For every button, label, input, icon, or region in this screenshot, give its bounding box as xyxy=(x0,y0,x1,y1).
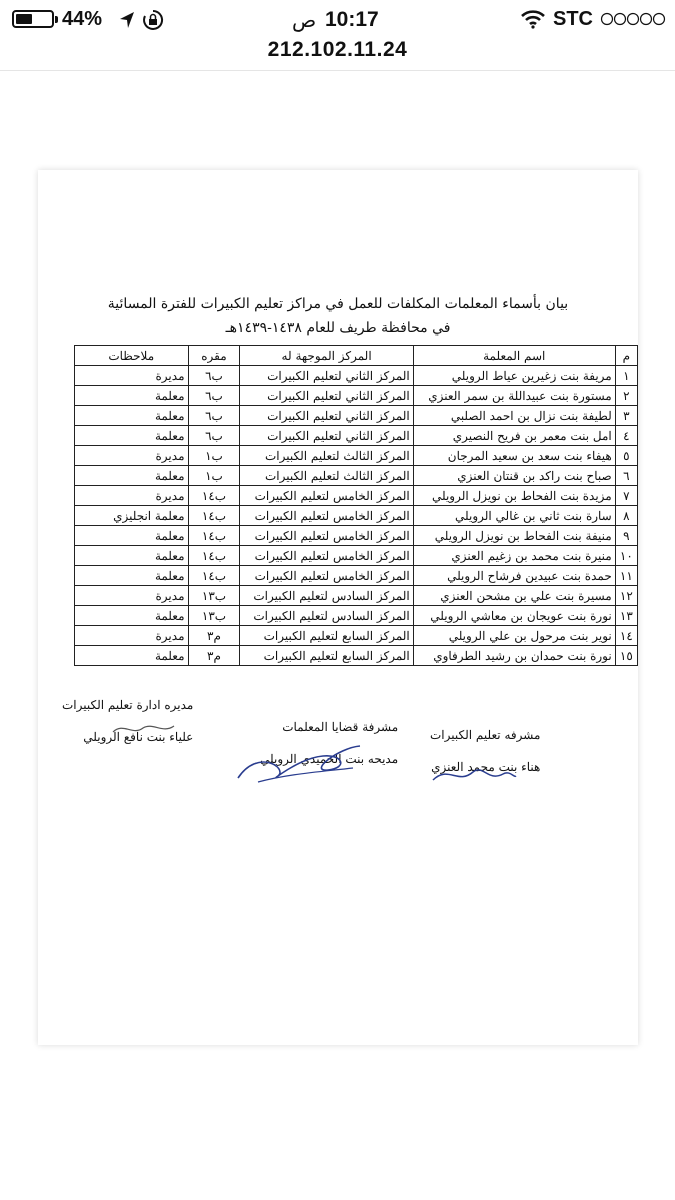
row-num: ١٤ xyxy=(615,626,637,646)
row-num: ٩ xyxy=(615,526,637,546)
row-name: حمدة بنت عبيدين فرشاح الرويلي xyxy=(413,566,615,586)
row-notes: معلمة xyxy=(75,406,189,426)
row-name: امل بنت معمر بن فريح النصيري xyxy=(413,426,615,446)
table-row xyxy=(75,386,638,406)
row-center: المركز الثاني لتعليم الكبيرات xyxy=(240,366,413,386)
row-name: مريفة بنت زغيرين عياط الرويلي xyxy=(413,366,615,386)
table-row xyxy=(75,646,638,666)
row-center: المركز الثاني لتعليم الكبيرات xyxy=(240,386,413,406)
row-name: مسيرة بنت علي بن مشحن العنزي xyxy=(413,586,615,606)
row-notes: مديرة xyxy=(75,486,189,506)
row-notes: معلمة xyxy=(75,546,189,566)
row-hq: ب١٣ xyxy=(188,586,240,606)
row-num: ٥ xyxy=(615,446,637,466)
location-arrow-icon xyxy=(118,10,136,30)
signature-name: مديحه بنت الحميدي الرويلي xyxy=(260,752,399,766)
row-center: المركز الخامس لتعليم الكبيرات xyxy=(240,486,413,506)
row-name: مستورة بنت عبيداللة بن سمر العنزي xyxy=(413,386,615,406)
row-hq: ب٦ xyxy=(188,426,240,446)
row-center: المركز الثاني لتعليم الكبيرات xyxy=(240,406,413,426)
teachers-table xyxy=(74,345,638,666)
row-hq: ب٦ xyxy=(188,366,240,386)
row-name: نوير بنت مرحول بن علي الرويلي xyxy=(413,626,615,646)
signature-name: علياء بنت نافع الرويلي xyxy=(83,730,194,744)
table-row xyxy=(75,526,638,546)
signature-role: مديره ادارة تعليم الكبيرات xyxy=(62,698,194,712)
row-notes: معلمة xyxy=(75,646,189,666)
table-header-row xyxy=(75,346,638,366)
row-hq: م٣ xyxy=(188,626,240,646)
signature-role: مشرفه تعليم الكبيرات xyxy=(430,728,541,742)
row-center: المركز الخامس لتعليم الكبيرات xyxy=(240,566,413,586)
row-notes: معلمة xyxy=(75,526,189,546)
table-row xyxy=(75,566,638,586)
row-notes: مديرة xyxy=(75,586,189,606)
table-row xyxy=(75,466,638,486)
header-name: اسم المعلمة xyxy=(413,346,615,366)
table-row xyxy=(75,506,638,526)
row-num: ٧ xyxy=(615,486,637,506)
row-num: ٣ xyxy=(615,406,637,426)
row-num: ٤ xyxy=(615,426,637,446)
row-notes: معلمة xyxy=(75,606,189,626)
row-notes: معلمة xyxy=(75,386,189,406)
row-hq: ب٦ xyxy=(188,386,240,406)
row-hq: ب١٤ xyxy=(188,526,240,546)
table-row xyxy=(75,546,638,566)
row-name: نورة بنت عويجان بن معاشي الرويلي xyxy=(413,606,615,626)
handwritten-signature-middle xyxy=(228,738,368,786)
signature-role: مشرفة قضايا المعلمات xyxy=(282,720,399,734)
row-name: نورة بنت حمدان بن رشيد الطرفاوي xyxy=(413,646,615,666)
row-center: المركز الثالث لتعليم الكبيرات xyxy=(240,446,413,466)
row-center: المركز الخامس لتعليم الكبيرات xyxy=(240,506,413,526)
table-row xyxy=(75,586,638,606)
document-title: بيان بأسماء المعلمات المكلفات للعمل في مراكز تعليم الكبيرات للفترة المسائية xyxy=(107,296,569,312)
row-hq: ب١٤ xyxy=(188,506,240,526)
table-row xyxy=(75,446,638,466)
table-row xyxy=(75,366,638,386)
table-row xyxy=(75,426,638,446)
row-notes: معلمة xyxy=(75,566,189,586)
table-row xyxy=(75,486,638,506)
row-num: ١٢ xyxy=(615,586,637,606)
battery-icon xyxy=(12,10,54,28)
row-num: ١١ xyxy=(615,566,637,586)
status-divider xyxy=(0,70,675,71)
row-notes: مديرة xyxy=(75,366,189,386)
row-center: المركز السادس لتعليم الكبيرات xyxy=(240,586,413,606)
row-notes: معلمة انجليزي xyxy=(75,506,189,526)
row-hq: ب١٣ xyxy=(188,606,240,626)
header-center: المركز الموجهة له xyxy=(240,346,413,366)
row-name: مزيدة بنت الفحاط بن نويزل الرويلي xyxy=(413,486,615,506)
row-notes: معلمة xyxy=(75,426,189,446)
row-center: المركز الثالث لتعليم الكبيرات xyxy=(240,466,413,486)
row-num: ٨ xyxy=(615,506,637,526)
row-name: لطيفة بنت نزال بن احمد الصلبي xyxy=(413,406,615,426)
row-center: المركز السادس لتعليم الكبيرات xyxy=(240,606,413,626)
row-name: سارة بنت ثاني بن غالي الرويلي xyxy=(413,506,615,526)
row-num: ١٣ xyxy=(615,606,637,626)
row-num: ١٥ xyxy=(615,646,637,666)
row-num: ١٠ xyxy=(615,546,637,566)
carrier-name: STC xyxy=(553,8,593,30)
header-num: م xyxy=(615,346,637,366)
row-hq: ب٦ xyxy=(188,406,240,426)
row-center: المركز الخامس لتعليم الكبيرات xyxy=(240,526,413,546)
wifi-icon xyxy=(520,9,546,29)
row-name: صباح بنت راكد بن قنتان العنزي xyxy=(413,466,615,486)
row-name: هيفاء بنت سعد بن سعيد المرجان xyxy=(413,446,615,466)
row-notes: مديرة xyxy=(75,446,189,466)
clock-ampm: ص xyxy=(292,8,317,32)
status-bar xyxy=(0,0,675,70)
row-name: منيرة بنت محمد بن زغيم العنزي xyxy=(413,546,615,566)
row-center: المركز السابع لتعليم الكبيرات xyxy=(240,626,413,646)
row-hq: ب١٤ xyxy=(188,546,240,566)
header-hq: مقره xyxy=(188,346,240,366)
row-notes: مديرة xyxy=(75,626,189,646)
row-hq: ب١٤ xyxy=(188,566,240,586)
row-name: منيفة بنت الفحاط بن نويزل الرويلي xyxy=(413,526,615,546)
handwritten-signature-right xyxy=(428,760,518,790)
document-subtitle: في محافظة طريف للعام ١٤٣٨-١٤٣٩هـ xyxy=(225,320,451,336)
row-hq: ب١٤ xyxy=(188,486,240,506)
row-hq: م٣ xyxy=(188,646,240,666)
table-row xyxy=(75,606,638,626)
row-center: المركز الخامس لتعليم الكبيرات xyxy=(240,546,413,566)
address-url[interactable]: 212.102.11.24 xyxy=(267,38,408,61)
row-hq: ب١ xyxy=(188,446,240,466)
row-hq: ب١ xyxy=(188,466,240,486)
table-row xyxy=(75,626,638,646)
clock-time: 10:17 xyxy=(325,8,379,31)
row-center: المركز السابع لتعليم الكبيرات xyxy=(240,646,413,666)
header-notes: ملاحظات xyxy=(75,346,189,366)
row-notes: معلمة xyxy=(75,466,189,486)
rotation-lock-icon xyxy=(142,9,164,31)
signature-name: هناء بنت محمد العنزي xyxy=(431,760,541,774)
scanned-document xyxy=(38,170,638,1045)
table-row xyxy=(75,406,638,426)
handwritten-signature-left xyxy=(108,718,178,740)
row-num: ٦ xyxy=(615,466,637,486)
row-center: المركز الثاني لتعليم الكبيرات xyxy=(240,426,413,446)
signal-strength-icon xyxy=(600,12,666,26)
row-num: ٢ xyxy=(615,386,637,406)
row-num: ١ xyxy=(615,366,637,386)
battery-percent: 44% xyxy=(62,8,103,30)
